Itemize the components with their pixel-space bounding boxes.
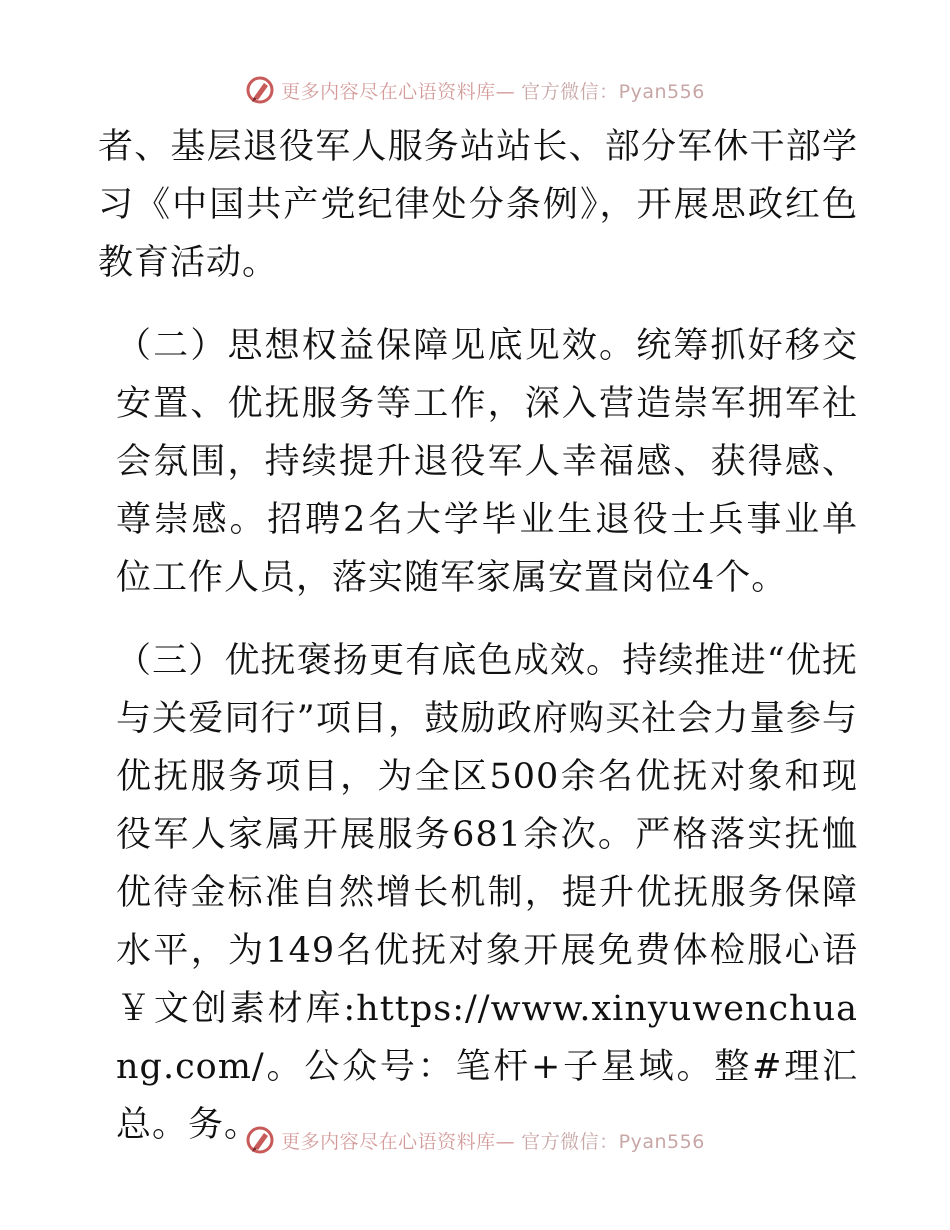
document-body: [98, 118, 858, 1154]
paragraph-3: （三）优抚褒扬更有底色成效。持续推进“优抚与关爱同行”项目，鼓励政府购买社会力量参与优抚服务项目，为全区500余名优抚对象和现役军人家属开展服务681余次。严格落实抚恤优待金标准自然增长机制，提升优抚服务保障水平，为149名优抚对象开展免费体检服心语￥文创素材库:https://www.xinyuwenchuang.com/。公众号：笔杆+子星域。整#理汇总。务。: [116, 641, 858, 1145]
paragraph-1: 者、基层退役军人服务站站长、部分军休干部学习《中国共产党纪律处分条例》，开展思政红色教育活动。: [98, 127, 858, 283]
header-banner-text: 更多内容尽在心语资料库—: [281, 80, 516, 103]
header-banner-wechat: 官方微信：Pyan556: [521, 80, 705, 103]
header-banner: [0, 70, 950, 110]
pen-logo-icon: [245, 75, 275, 105]
pen-logo-icon: [245, 1125, 275, 1155]
footer-banner: [0, 1120, 950, 1160]
paragraph-2: （二）思想权益保障见底见效。统筹抓好移交安置、优抚服务等工作，深入营造崇军拥军社会氛围，持续提升退役军人幸福感、获得感、尊崇感。招聘2名大学毕业生退役士兵事业单位工作人员，落实随军家属安置岗位4个。: [116, 326, 858, 598]
footer-banner-wechat: 官方微信：Pyan556: [521, 1130, 705, 1153]
footer-banner-text: 更多内容尽在心语资料库—: [281, 1130, 516, 1153]
